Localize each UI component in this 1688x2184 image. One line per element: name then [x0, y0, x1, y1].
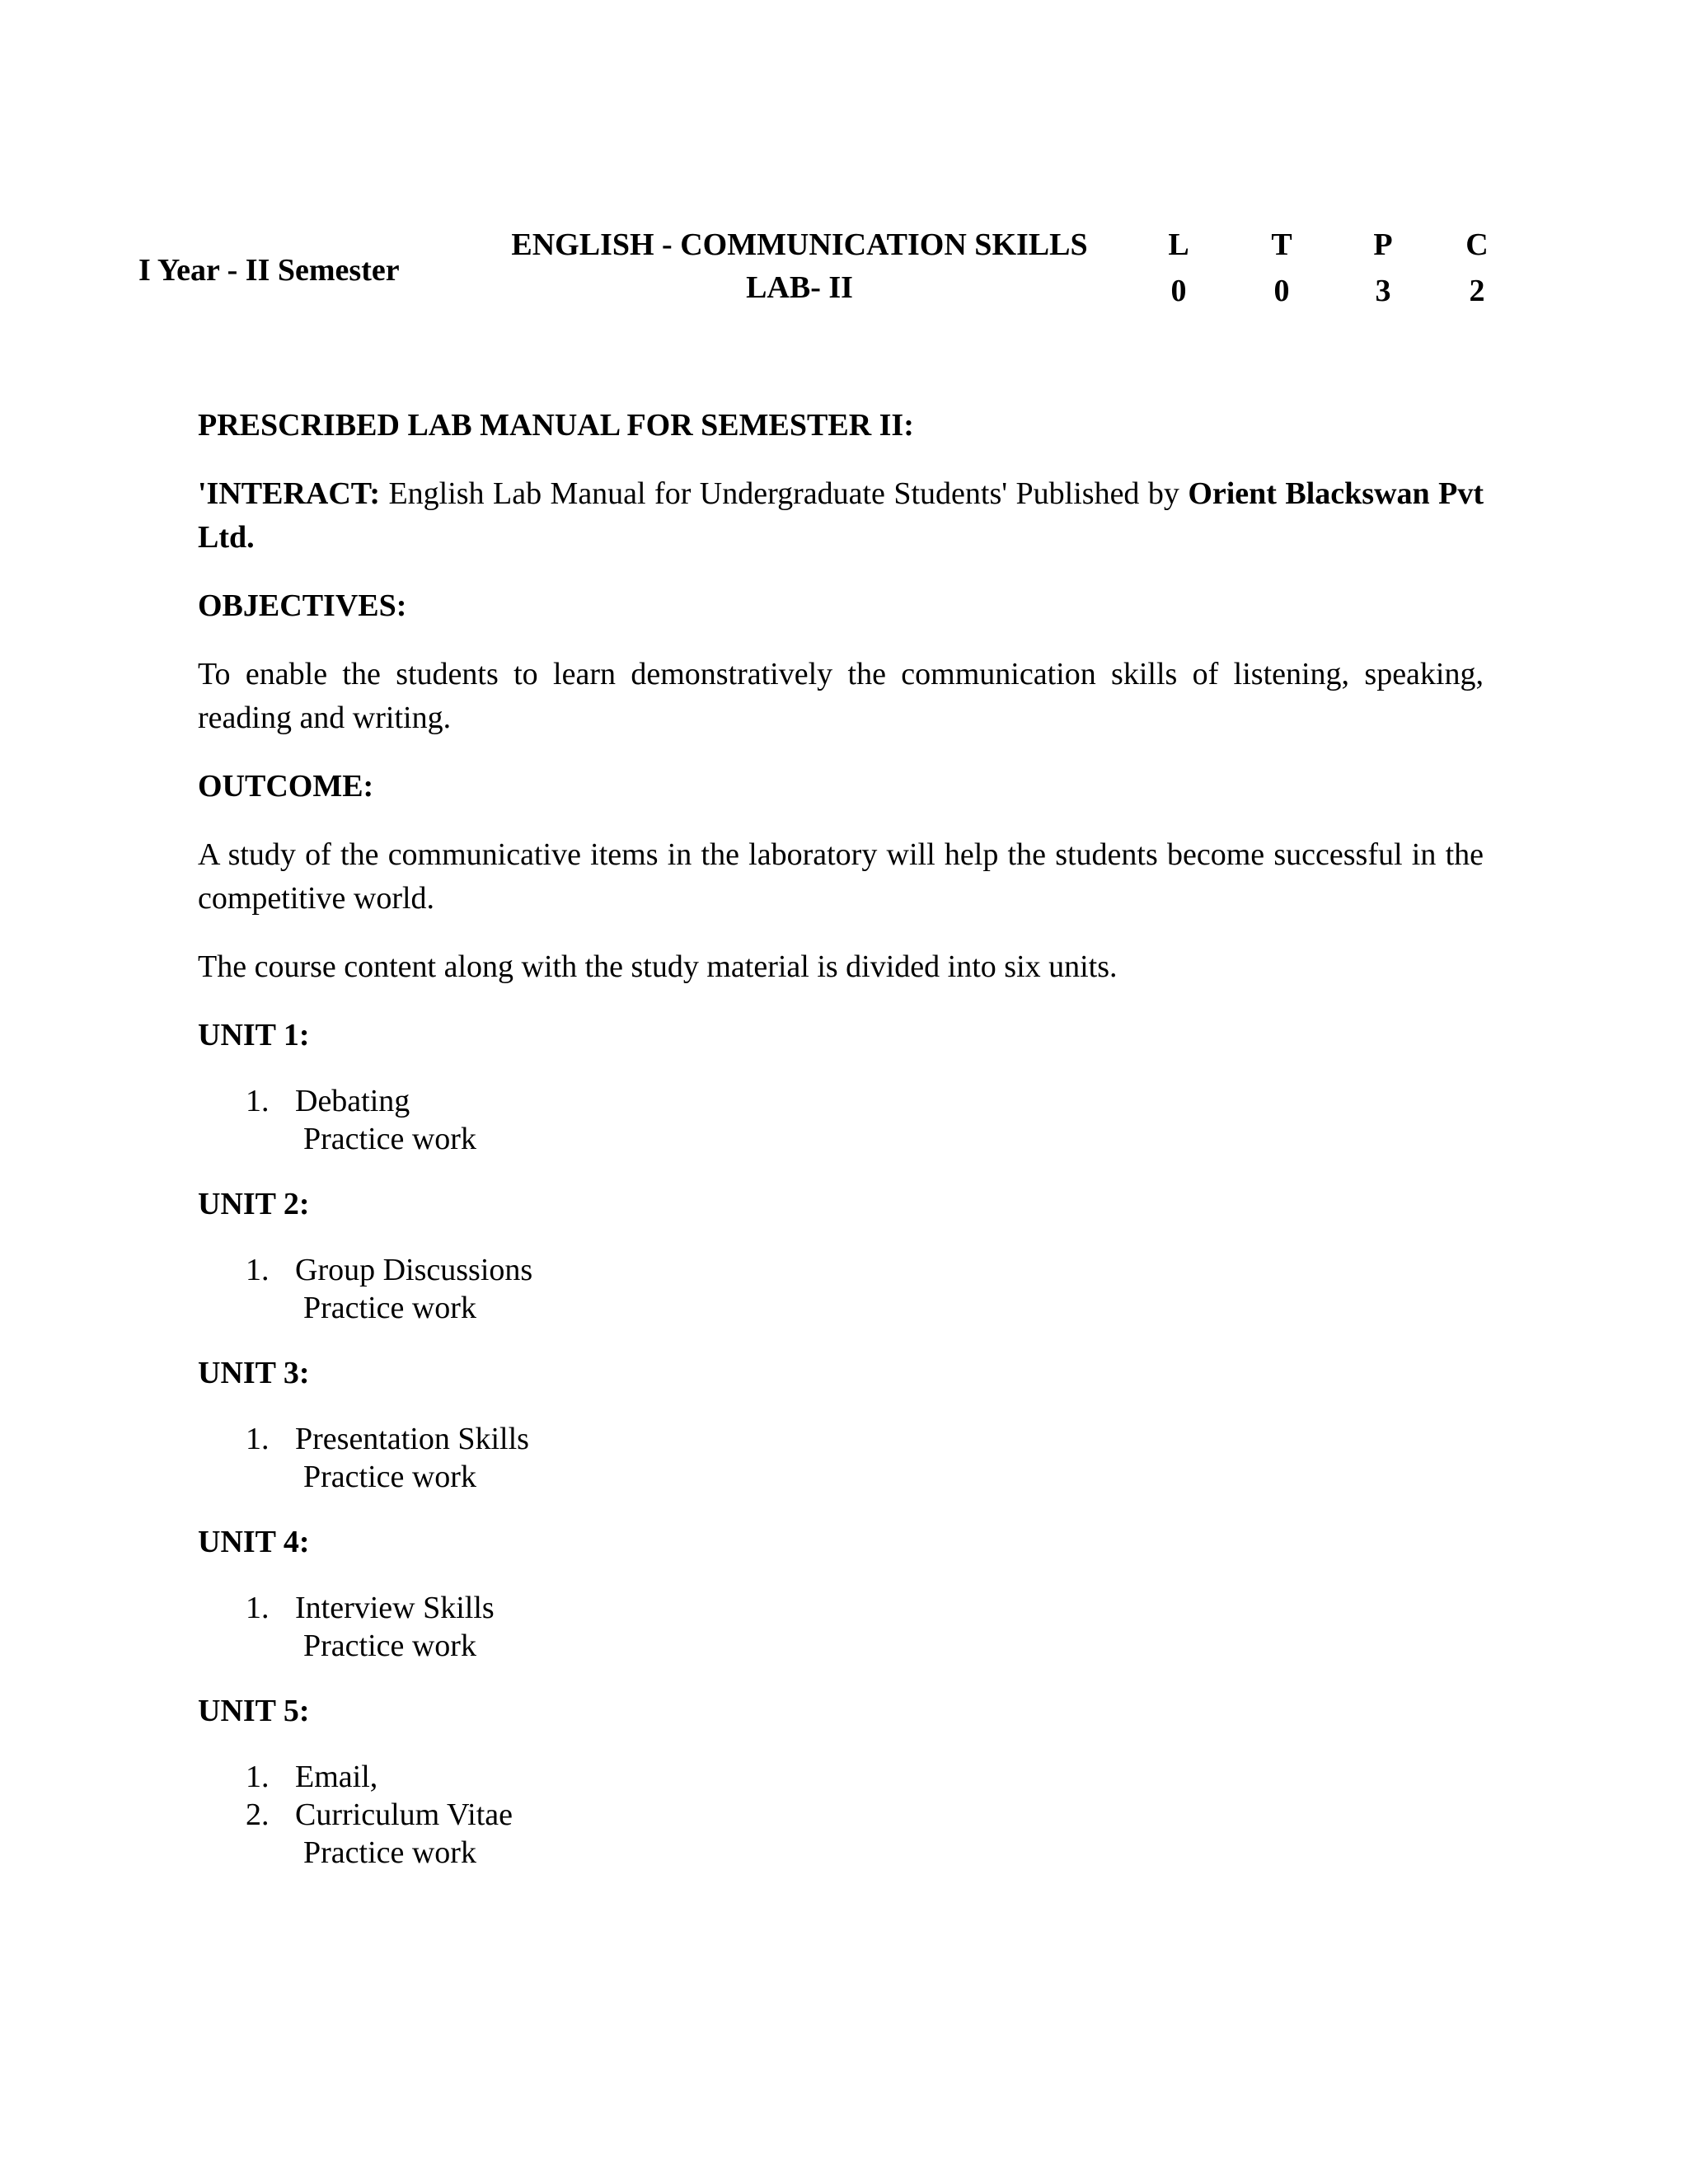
list-item-number: 2.	[246, 1797, 270, 1832]
manual-publisher: Orient Blackswan Pvt Ltd.	[198, 476, 1484, 555]
ltpc-value: 0	[1170, 274, 1187, 308]
course-title-line1: ENGLISH - COMMUNICATION SKILLS	[511, 227, 1088, 262]
list-item-text: Debating	[295, 1084, 410, 1118]
ltpc-label: C	[1465, 227, 1489, 262]
ltpc-column-c	[1452, 223, 1502, 312]
semester-label: I Year - II Semester	[138, 253, 400, 288]
list-item-text: Email,	[295, 1760, 378, 1794]
manual-heading: PRESCRIBED LAB MANUAL FOR SEMESTER II:	[198, 408, 914, 443]
list-item-text: Presentation Skills	[295, 1422, 529, 1456]
outcome-heading: OUTCOME:	[198, 769, 374, 804]
practice-work: Practice work	[303, 1122, 476, 1156]
document-body	[198, 404, 1484, 1896]
objectives-heading: OBJECTIVES:	[198, 588, 407, 623]
practice-work: Practice work	[303, 1629, 476, 1663]
list-item	[246, 1758, 1484, 1796]
ltpc-value: 3	[1375, 274, 1391, 308]
ltpc-column-l	[1154, 223, 1203, 312]
course-title	[478, 223, 1121, 309]
course-title-line2: LAB- II	[746, 270, 853, 305]
unit-5	[198, 1690, 1484, 1872]
list-item-text: Interview Skills	[295, 1591, 495, 1625]
manual-title: 'INTERACT:	[198, 476, 380, 511]
ltpc-value: 2	[1469, 274, 1485, 308]
objectives-text: To enable the students to learn demonstratively the communication skills of listening, speaking, reading and writing.	[198, 657, 1484, 735]
unit-heading: UNIT 1:	[198, 1018, 310, 1052]
list-item-number: 1.	[246, 1760, 270, 1794]
outcome-text: A study of the communicative items in the laboratory will help the students become successful in the competitive world.	[198, 837, 1484, 916]
list-item-text: Group Discussions	[295, 1253, 533, 1287]
unit-2	[198, 1183, 1484, 1327]
practice-work: Practice work	[303, 1291, 476, 1325]
unit-1	[198, 1014, 1484, 1158]
unit-4	[198, 1521, 1484, 1665]
practice-work: Practice work	[303, 1835, 476, 1870]
unit-3	[198, 1352, 1484, 1496]
unit-heading: UNIT 3:	[198, 1356, 310, 1390]
list-item	[246, 1251, 1484, 1289]
ltpc-label: P	[1373, 227, 1393, 262]
manual-title-rest: English Lab Manual for Undergraduate Students' Published by	[380, 476, 1189, 511]
list-item	[246, 1082, 1484, 1120]
ltpc-label: L	[1168, 227, 1189, 262]
list-item-number: 1.	[246, 1253, 270, 1287]
list-item-text: Curriculum Vitae	[295, 1797, 513, 1832]
practice-work: Practice work	[303, 1460, 476, 1494]
unit-heading: UNIT 4:	[198, 1525, 310, 1559]
ltpc-column-t	[1257, 223, 1306, 312]
list-item-number: 1.	[246, 1591, 270, 1625]
list-item-number: 1.	[246, 1422, 270, 1456]
list-item	[246, 1589, 1484, 1627]
list-item	[246, 1796, 1484, 1834]
unit-heading: UNIT 2:	[198, 1187, 310, 1221]
units-note: The course content along with the study material is divided into six units.	[198, 949, 1118, 984]
list-item-number: 1.	[246, 1084, 270, 1118]
ltpc-column-p	[1358, 223, 1408, 312]
unit-heading: UNIT 5:	[198, 1694, 310, 1728]
ltpc-label: T	[1271, 227, 1292, 262]
ltpc-value: 0	[1273, 274, 1290, 308]
manual-description	[198, 472, 1484, 560]
list-item	[246, 1420, 1484, 1458]
